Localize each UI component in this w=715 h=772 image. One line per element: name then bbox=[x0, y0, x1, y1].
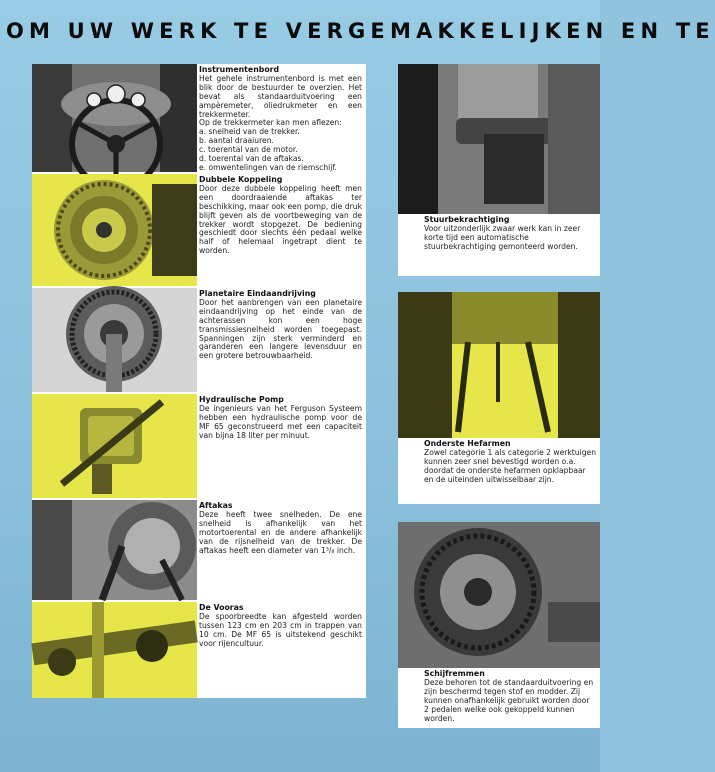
feature-intro: Op de trekkermeter kan men aflezen: bbox=[199, 118, 342, 128]
lower-link-arms-photo bbox=[398, 292, 600, 438]
feature-body: Het gehele instrumentenbord is met een blik door de bestuurder te overzien. Het bevat als standaarduitvoering een ampèremeter, oliedrukmeter en een trekkermeter. bbox=[199, 73, 362, 119]
feature-stuurbekrachtiging bbox=[398, 64, 600, 276]
feature-text bbox=[199, 290, 362, 361]
feature-body: Voor uitzonderlijk zwaar werk kan in zeer korte tijd een automatische stuurbekrachtiging gemonteerd worden. bbox=[424, 223, 581, 251]
hydraulic-pump-photo bbox=[32, 394, 197, 498]
feature-body: De spoorbreedte kan afgesteld worden tussen 123 cm en 203 cm in trappen van 10 cm. De MF 65 is uitstekend geschikt voor rijencultuur. bbox=[199, 611, 362, 648]
feature-title: Hydraulische Pomp bbox=[199, 395, 284, 404]
feature-title: Onderste Hefarmen bbox=[424, 439, 511, 448]
feature-de-vooras bbox=[32, 602, 366, 698]
feature-text bbox=[199, 176, 362, 256]
feature-body: De ingenieurs van het Ferguson Systeem hebben een hydraulische pomp voor de MF 65 geconstrueerd met een capaciteit van bijna 18 liter per minuut. bbox=[199, 403, 362, 440]
feature-instrumentenbord bbox=[32, 64, 366, 172]
feature-title: De Vooras bbox=[199, 603, 244, 612]
pto-shaft-photo bbox=[32, 500, 197, 600]
feature-body: Deze heeft twee snelheden. De ene snelheid is afhankelijk van het motortoerental en de andere afhankelijk van de rijsnelheid van de trekker. De aftakas heeft een diameter van 1³/₈ inch. bbox=[199, 509, 362, 555]
feature-dubbele-koppeling bbox=[32, 174, 366, 286]
feature-title: Dubbele Koppeling bbox=[199, 175, 283, 184]
feature-text bbox=[199, 396, 362, 441]
feature-onderste-hefarmen bbox=[398, 292, 600, 504]
feature-text bbox=[199, 66, 362, 173]
feature-body: Door deze dubbele koppeling heeft men een doordraaiende aftakas ter beschikking, maar ook een pomp, die druk blijft geven als de voortbeweging van de trekker wordt stopgezet. De bediening geschiedt door slechts één pedaal welke half of helemaal ingetrapt dient te worden. bbox=[199, 183, 362, 256]
instrument-panel-photo bbox=[32, 64, 197, 172]
disc-brake-photo bbox=[398, 522, 600, 668]
list-item: b. aantal draaiuren. bbox=[199, 136, 274, 146]
feature-planetaire-eindaandrijving bbox=[32, 288, 366, 392]
feature-title: Aftakas bbox=[199, 501, 233, 510]
feature-hydraulische-pomp bbox=[32, 394, 366, 498]
left-feature-panel bbox=[32, 64, 366, 698]
feature-text bbox=[199, 604, 362, 649]
feature-body: Zowel categorie 1 als categorie 2 werktuigen kunnen zeer snel bevestigd worden o.a. doordat de onderste hefarmen opklapbaar en de uiteinden uitwisselbaar zijn. bbox=[424, 447, 597, 484]
feature-text bbox=[199, 502, 362, 555]
feature-body: Deze behoren tot de standaarduitvoering en zijn beschermd tegen stof en modder. Zij kunnen onafhankelijk gebruikt worden door 2 pedalen welke ook gekoppeld kunnen worden. bbox=[424, 677, 594, 723]
planetary-gear-photo bbox=[32, 288, 197, 392]
front-axle-photo bbox=[32, 602, 197, 698]
feature-title: Schijfremmen bbox=[424, 669, 485, 678]
feature-text bbox=[424, 670, 596, 723]
feature-title: Planetaire Eindaandrijving bbox=[199, 289, 316, 298]
page-headline: OM UW WERK TE VERGEMAKKELIJKEN EN TE bbox=[6, 19, 715, 43]
list-item: a. snelheid van de trekker. bbox=[199, 127, 300, 137]
feature-body: Door het aanbrengen van een planetaire eindaandrijving op het einde van de achterassen kon een hoge transmissiesnelheid worden toegepast. Spanningen zijn sterk verminderd en garanderen een langere levensduur en een grotere betrouwbaarheid. bbox=[199, 297, 362, 361]
power-steering-photo bbox=[398, 64, 600, 214]
feature-title: Instrumentenbord bbox=[199, 65, 280, 74]
clutch-photo bbox=[32, 174, 197, 286]
feature-aftakas bbox=[32, 500, 366, 600]
feature-schijfremmen bbox=[398, 522, 600, 728]
list-item: e. omwentelingen van de riemschijf. bbox=[199, 162, 337, 172]
list-item: c. toerental van de motor. bbox=[199, 145, 298, 155]
feature-text bbox=[424, 440, 596, 485]
list-item: d. toerental van de aftakas. bbox=[199, 154, 304, 164]
feature-title: Stuurbekrachtiging bbox=[424, 215, 510, 224]
feature-text bbox=[424, 216, 596, 252]
